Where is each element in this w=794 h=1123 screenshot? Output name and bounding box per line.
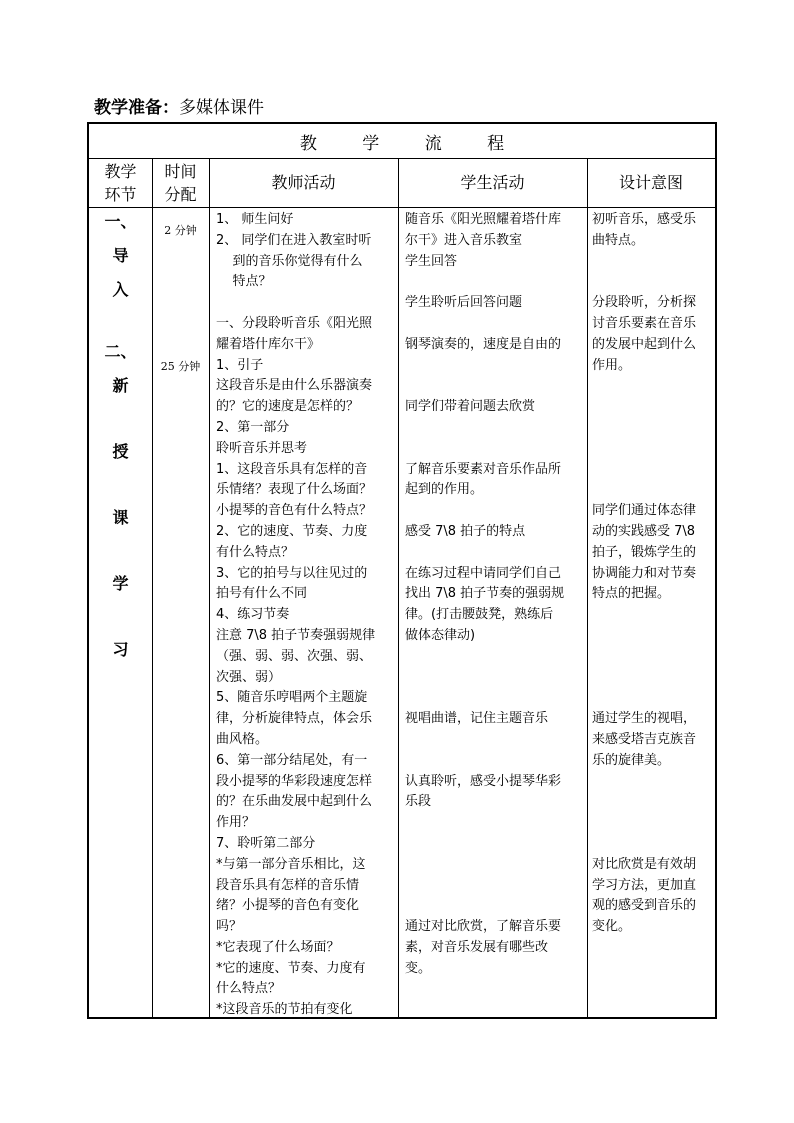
stage-2-char-1: 新: [112, 376, 129, 395]
teacher-activity-line: 曲风格。: [216, 731, 269, 747]
teacher-activity-line: 乐情绪？表现了什么场面？: [216, 482, 373, 498]
preparation-label: 教学准备：: [94, 98, 179, 118]
teacher-activity-line: 聆听音乐并思考: [216, 440, 308, 456]
design-intent-line: 协调能力和对节奏: [592, 565, 697, 581]
teacher-activity-line: 什么特点？: [216, 981, 282, 997]
stage-column: [89, 212, 152, 660]
student-activity-line: 尔干》进入音乐教室: [405, 232, 523, 248]
design-intent-line: [592, 647, 714, 668]
preparation-value: 多媒体课件: [179, 98, 264, 118]
design-intent-line: [592, 439, 714, 460]
teacher-activity-line: 次强、弱）: [216, 669, 282, 685]
teacher-activity-line: 4、练习节奏: [216, 607, 290, 623]
teacher-activity-line: 3、它的拍号与以往见过的: [216, 565, 368, 581]
student-activity-line: 素，对音乐发展有哪些改: [405, 939, 549, 955]
teacher-activity-line: *这段音乐的节拍有变化: [216, 1002, 353, 1018]
column-divider-3: [398, 158, 399, 1017]
stage-2-number: 二、: [104, 342, 137, 361]
teacher-activity-line: 1、引子: [216, 357, 264, 373]
teacher-activity-line: 小提琴的音色有什么特点？: [216, 503, 373, 519]
student-activity-line: [405, 855, 585, 876]
preparation-line: [94, 97, 264, 119]
teacher-activity-line: 5、随音乐哼唱两个主题旋: [216, 690, 368, 706]
teacher-activity-line: 律，分析旋律特点，体会乐: [216, 711, 373, 727]
teacher-activity-line: 6、第一部分结尾处，有一: [216, 752, 368, 768]
student-activity-line: 随音乐《阳光照耀着塔什库: [405, 212, 562, 227]
header-student-activity: 学生活动: [460, 173, 525, 192]
teacher-activity-line: 特点？: [216, 274, 272, 290]
design-intent-line: [592, 813, 714, 834]
stage-2-char-3: 课: [112, 508, 129, 527]
student-activity-line: 做体态律动): [405, 627, 476, 643]
student-activity-column: [405, 210, 585, 979]
teacher-activity-line: 到的音乐你觉得有什么: [216, 253, 363, 269]
student-activity-line: 学生回答: [405, 253, 458, 269]
design-intent-line: [592, 418, 714, 439]
header-stage: [89, 158, 152, 207]
header-stage-line2: 环节: [104, 184, 137, 204]
teacher-activity-line: 1、 师生问好: [216, 212, 294, 227]
student-activity-line: 变。: [405, 960, 432, 976]
design-intent-line: [592, 688, 714, 709]
header-design-intent: 设计意图: [618, 173, 683, 192]
teacher-activity-line: 拍号有什么不同: [216, 586, 308, 602]
design-intent-line: 曲特点。: [592, 232, 645, 248]
time-intro: 2 分钟: [164, 224, 197, 237]
student-activity-line: [405, 834, 585, 855]
design-intent-line: 初听音乐，感受乐: [592, 212, 697, 227]
design-intent-line: 的发展中起到什么: [592, 336, 697, 352]
student-activity-line: [405, 376, 585, 397]
teacher-activity-line: 2、第一部分: [216, 419, 290, 435]
design-intent-line: 作用。: [592, 357, 632, 373]
time-new-lesson: 25 分钟: [160, 360, 201, 373]
student-activity-line: [405, 356, 585, 377]
column-divider-2: [209, 158, 210, 1017]
teacher-activity-line: 吗？: [216, 919, 243, 935]
teacher-activity-line: 2、它的速度、节奏、力度: [216, 523, 368, 539]
teacher-activity-line: 有什么特点？: [216, 544, 295, 560]
student-activity-line: 律。(打击腰鼓凳，熟练后: [405, 607, 554, 623]
teacher-activity-line: 作用？: [216, 815, 256, 831]
design-intent-line: [592, 834, 714, 855]
design-intent-line: [592, 668, 714, 689]
teaching-flow-table: [87, 122, 717, 1019]
student-activity-line: [405, 501, 585, 522]
student-activity-line: [405, 647, 585, 668]
design-intent-line: 乐的旋律美。: [592, 752, 671, 768]
teacher-activity-line: 耀着塔什库尔干》: [216, 336, 321, 352]
teacher-activity-column: [216, 210, 396, 1021]
header-time-line1: 时间: [164, 161, 197, 181]
teacher-activity-line: 7、聆听第二部分: [216, 835, 316, 851]
header-time-line2: 分配: [164, 184, 197, 204]
student-activity-line: 找出 7\8 拍子节奏的强弱规: [405, 586, 565, 602]
teacher-activity-line: [216, 293, 396, 314]
design-intent-line: [592, 480, 714, 501]
design-intent-line: 对比欣赏是有效胡: [592, 856, 697, 872]
student-activity-line: [405, 543, 585, 564]
teacher-activity-line: 绪？小提琴的音色有变化: [216, 898, 360, 914]
design-intent-column: [592, 210, 714, 938]
design-intent-line: 变化。: [592, 919, 632, 935]
student-activity-line: 学生聆听后回答问题: [405, 295, 523, 311]
table-title: 教 学 流 程: [299, 133, 525, 154]
student-activity-line: [405, 730, 585, 751]
teacher-activity-line: 的？在乐曲发展中起到什么: [216, 794, 373, 810]
student-activity-line: 起到的作用。: [405, 482, 484, 498]
design-intent-line: [592, 252, 714, 273]
teacher-activity-line: （强、弱、弱、次强、弱、: [216, 648, 373, 664]
design-intent-line: [592, 792, 714, 813]
design-intent-line: 动的实践感受 7\8: [592, 523, 696, 539]
design-intent-line: [592, 272, 714, 293]
design-intent-line: [592, 460, 714, 481]
header-teacher-activity: 教师活动: [271, 173, 336, 192]
student-activity-line: [405, 751, 585, 772]
student-activity-line: 同学们带着问题去欣赏: [405, 399, 536, 415]
teacher-activity-line: 1、这段音乐具有怎样的音: [216, 461, 368, 477]
design-intent-line: [592, 626, 714, 647]
stage-2-char-4: 学: [112, 574, 129, 593]
teacher-activity-line: *它表现了什么场面？: [216, 939, 340, 955]
design-intent-line: [592, 397, 714, 418]
design-intent-line: 同学们通过体态律: [592, 503, 697, 519]
student-activity-line: 钢琴演奏的，速度是自由的: [405, 336, 562, 352]
design-intent-line: 观的感受到音乐的: [592, 898, 697, 914]
design-intent-line: 拍子，锻炼学生的: [592, 544, 697, 560]
teacher-activity-line: 段小提琴的华彩段速度怎样: [216, 773, 373, 789]
teacher-activity-line: 段音乐具有怎样的音乐情: [216, 877, 360, 893]
design-intent-line: 特点的把握。: [592, 586, 671, 602]
teacher-activity-line: 的？它的速度是怎样的？: [216, 399, 360, 415]
header-row-divider: [89, 207, 715, 208]
student-activity-line: [405, 439, 585, 460]
student-activity-line: 感受 7\8 拍子的特点: [405, 523, 526, 539]
student-activity-line: [405, 896, 585, 917]
teacher-activity-line: *与第一部分音乐相比，这: [216, 856, 366, 872]
header-time: [152, 158, 209, 207]
design-intent-line: 来感受塔吉克族音: [592, 731, 697, 747]
design-intent-line: 讨音乐要素在音乐: [592, 315, 697, 331]
student-activity-line: [405, 688, 585, 709]
student-activity-line: [405, 314, 585, 335]
design-intent-line: 通过学生的视唱，: [592, 711, 697, 727]
stage-2-char-2: 授: [112, 442, 129, 461]
teacher-activity-line: 注意 7\8 拍子节奏强弱规律: [216, 627, 376, 643]
student-activity-line: 在练习过程中请同学们自己: [405, 565, 562, 581]
student-activity-line: [405, 418, 585, 439]
student-activity-line: [405, 668, 585, 689]
student-activity-line: [405, 876, 585, 897]
student-activity-line: 乐段: [405, 794, 432, 810]
design-intent-line: [592, 772, 714, 793]
column-divider-1: [152, 158, 153, 1017]
student-activity-line: [405, 813, 585, 834]
design-intent-line: [592, 376, 714, 397]
stage-1-number: 一、: [104, 212, 137, 231]
header-stage-line1: 教学: [104, 161, 137, 181]
design-intent-line: 分段聆听，分析探: [592, 295, 697, 311]
stage-1-char-1: 导: [112, 246, 129, 265]
student-activity-line: 了解音乐要素对音乐作品所: [405, 461, 562, 477]
design-intent-line: 学习方法，更加直: [592, 877, 697, 893]
teacher-activity-line: 2、 同学们在进入教室时听: [216, 232, 372, 248]
stage-1-char-2: 入: [112, 280, 129, 299]
student-activity-line: 通过对比欣赏，了解音乐要: [405, 919, 562, 935]
student-activity-line: 认真聆听，感受小提琴华彩: [405, 773, 562, 789]
student-activity-line: [405, 272, 585, 293]
teacher-activity-line: 这段音乐是由什么乐器演奏: [216, 378, 373, 394]
teacher-activity-line: 一、分段聆听音乐《阳光照: [216, 315, 373, 331]
design-intent-line: [592, 605, 714, 626]
student-activity-line: 视唱曲谱，记住主题音乐: [405, 711, 549, 727]
column-divider-4: [587, 158, 588, 1017]
stage-2-char-5: 习: [112, 640, 129, 659]
teacher-activity-line: *它的速度、节奏、力度有: [216, 960, 366, 976]
